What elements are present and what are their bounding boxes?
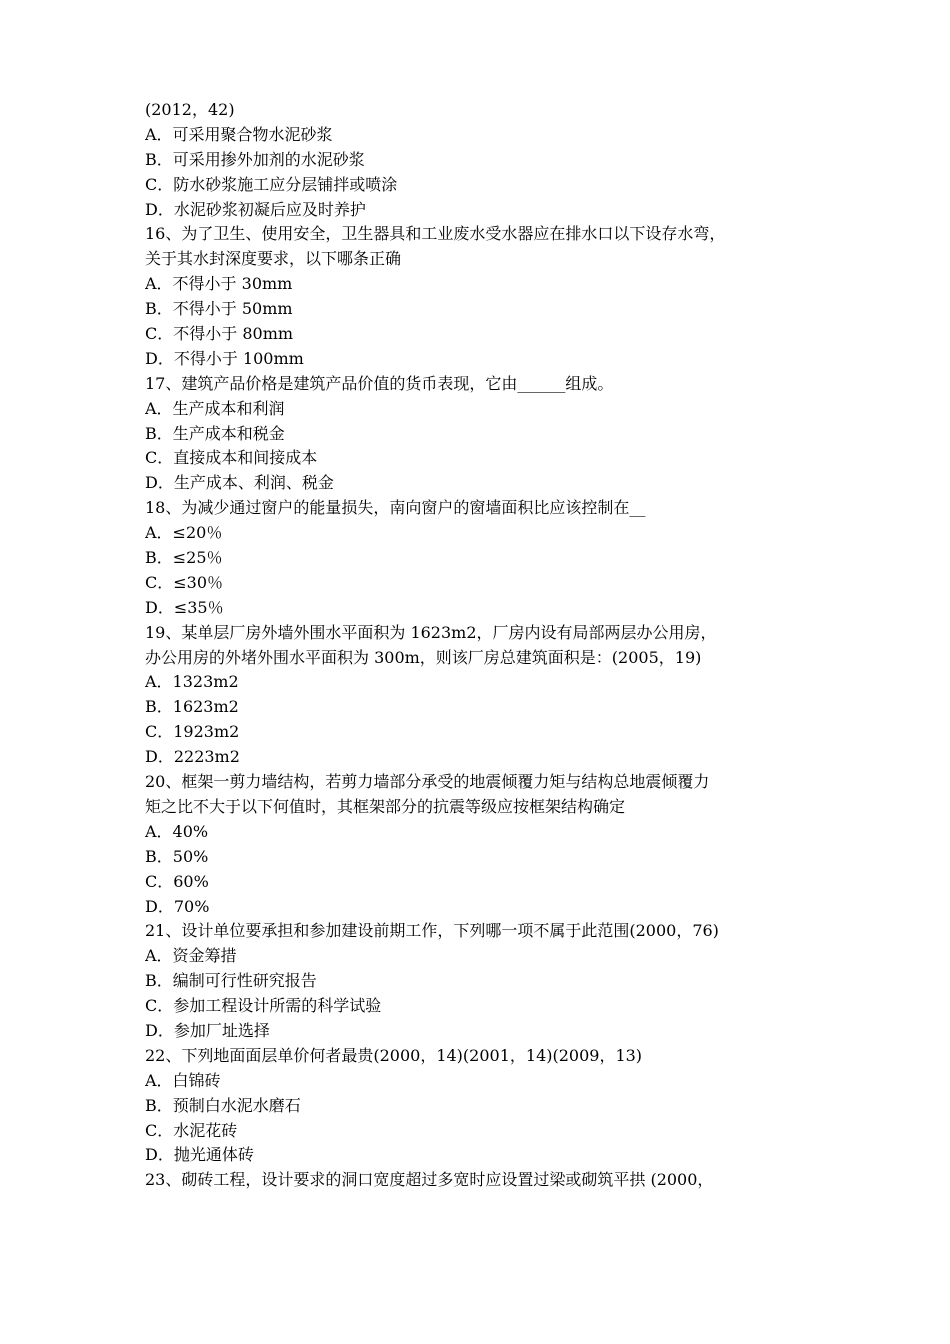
option-a: A．40%	[145, 821, 209, 841]
option-b: B．预制白水泥水磨石	[145, 1095, 301, 1115]
option-b: B．≤25％	[145, 548, 223, 568]
question-23: 23、砌砖工程，设计要求的洞口宽度超过多宽时应设置过梁或砌筑平拱 (2000，	[145, 1170, 714, 1190]
option-c: C．60%	[145, 871, 209, 891]
option-d: D．参加厂址选择	[145, 1020, 270, 1040]
option-a: A．1323m2	[145, 672, 239, 692]
option-c: C．直接成本和间接成本	[145, 448, 318, 468]
option-d: D．不得小于 100mm	[145, 348, 304, 368]
option-b: B．50%	[145, 846, 209, 866]
option-d: D．生产成本、利润、税金	[145, 473, 334, 493]
question-21: 21、设计单位要承担和参加建设前期工作，下列哪一项不属于此范围(2000，76)	[145, 921, 719, 941]
option-c: C．1923m2	[145, 722, 240, 742]
option-d: D．水泥砂浆初凝后应及时养护	[145, 199, 366, 219]
option-a: A．生产成本和利润	[145, 398, 285, 418]
option-a: A．可采用聚合物水泥砂浆	[145, 124, 333, 144]
option-d: D．70%	[145, 896, 210, 916]
option-a: A．不得小于 30mm	[145, 274, 293, 294]
option-b: B．可采用掺外加剂的水泥砂浆	[145, 149, 365, 169]
document-page	[145, 98, 810, 1193]
question-18: 18、为减少通过窗户的能量损失，南向窗户的窗墙面积比应该控制在__	[145, 498, 646, 518]
option-a: A．资金筹措	[145, 946, 237, 966]
option-a: A．≤20％	[145, 523, 223, 543]
option-b: B．编制可行性研究报告	[145, 971, 317, 991]
option-d: D．2223m2	[145, 747, 240, 767]
question-20: 20、框架一剪力墙结构，若剪力墙部分承受的地震倾覆力矩与结构总地震倾覆力	[145, 772, 710, 792]
option-c: C．参加工程设计所需的科学试验	[145, 996, 382, 1016]
option-a: A．白锦砖	[145, 1070, 221, 1090]
question-17: 17、建筑产品价格是建筑产品价值的货币表现，它由______组成。	[145, 373, 614, 393]
question-22: 22、下列地面面层单价何者最贵(2000，14)(2001，14)(2009，13)	[145, 1045, 643, 1065]
question-20-cont: 矩之比不大于以下何值时，其框架部分的抗震等级应按框架结构确定	[145, 796, 626, 816]
option-c: C．防水砂浆施工应分层铺拌或喷涂	[145, 174, 398, 194]
option-b: B．1623m2	[145, 697, 239, 717]
option-c: C．不得小于 80mm	[145, 324, 294, 344]
option-c: C．水泥花砖	[145, 1120, 238, 1140]
option-d: D．抛光通体砖	[145, 1145, 254, 1165]
option-d: D．≤35％	[145, 597, 224, 617]
question-16-cont: 关于其水封深度要求，以下哪条正确	[145, 249, 402, 269]
option-c: C．≤30％	[145, 572, 224, 592]
question-16: 16、为了卫生、使用安全，卫生器具和工业废水受水器应在排水口以下设存水弯，	[145, 224, 726, 244]
question-19-cont: 办公用房的外堵外围水平面积为 300m，则该厂房总建筑面积是：(2005，19)	[145, 647, 702, 667]
option-b: B．生产成本和税金	[145, 423, 285, 443]
question-19: 19、某单层厂房外墙外围水平面积为 1623m2，厂房内设有局部两层办公用房，	[145, 622, 717, 642]
text-line: (2012，42)	[145, 100, 235, 119]
option-b: B．不得小于 50mm	[145, 299, 293, 319]
